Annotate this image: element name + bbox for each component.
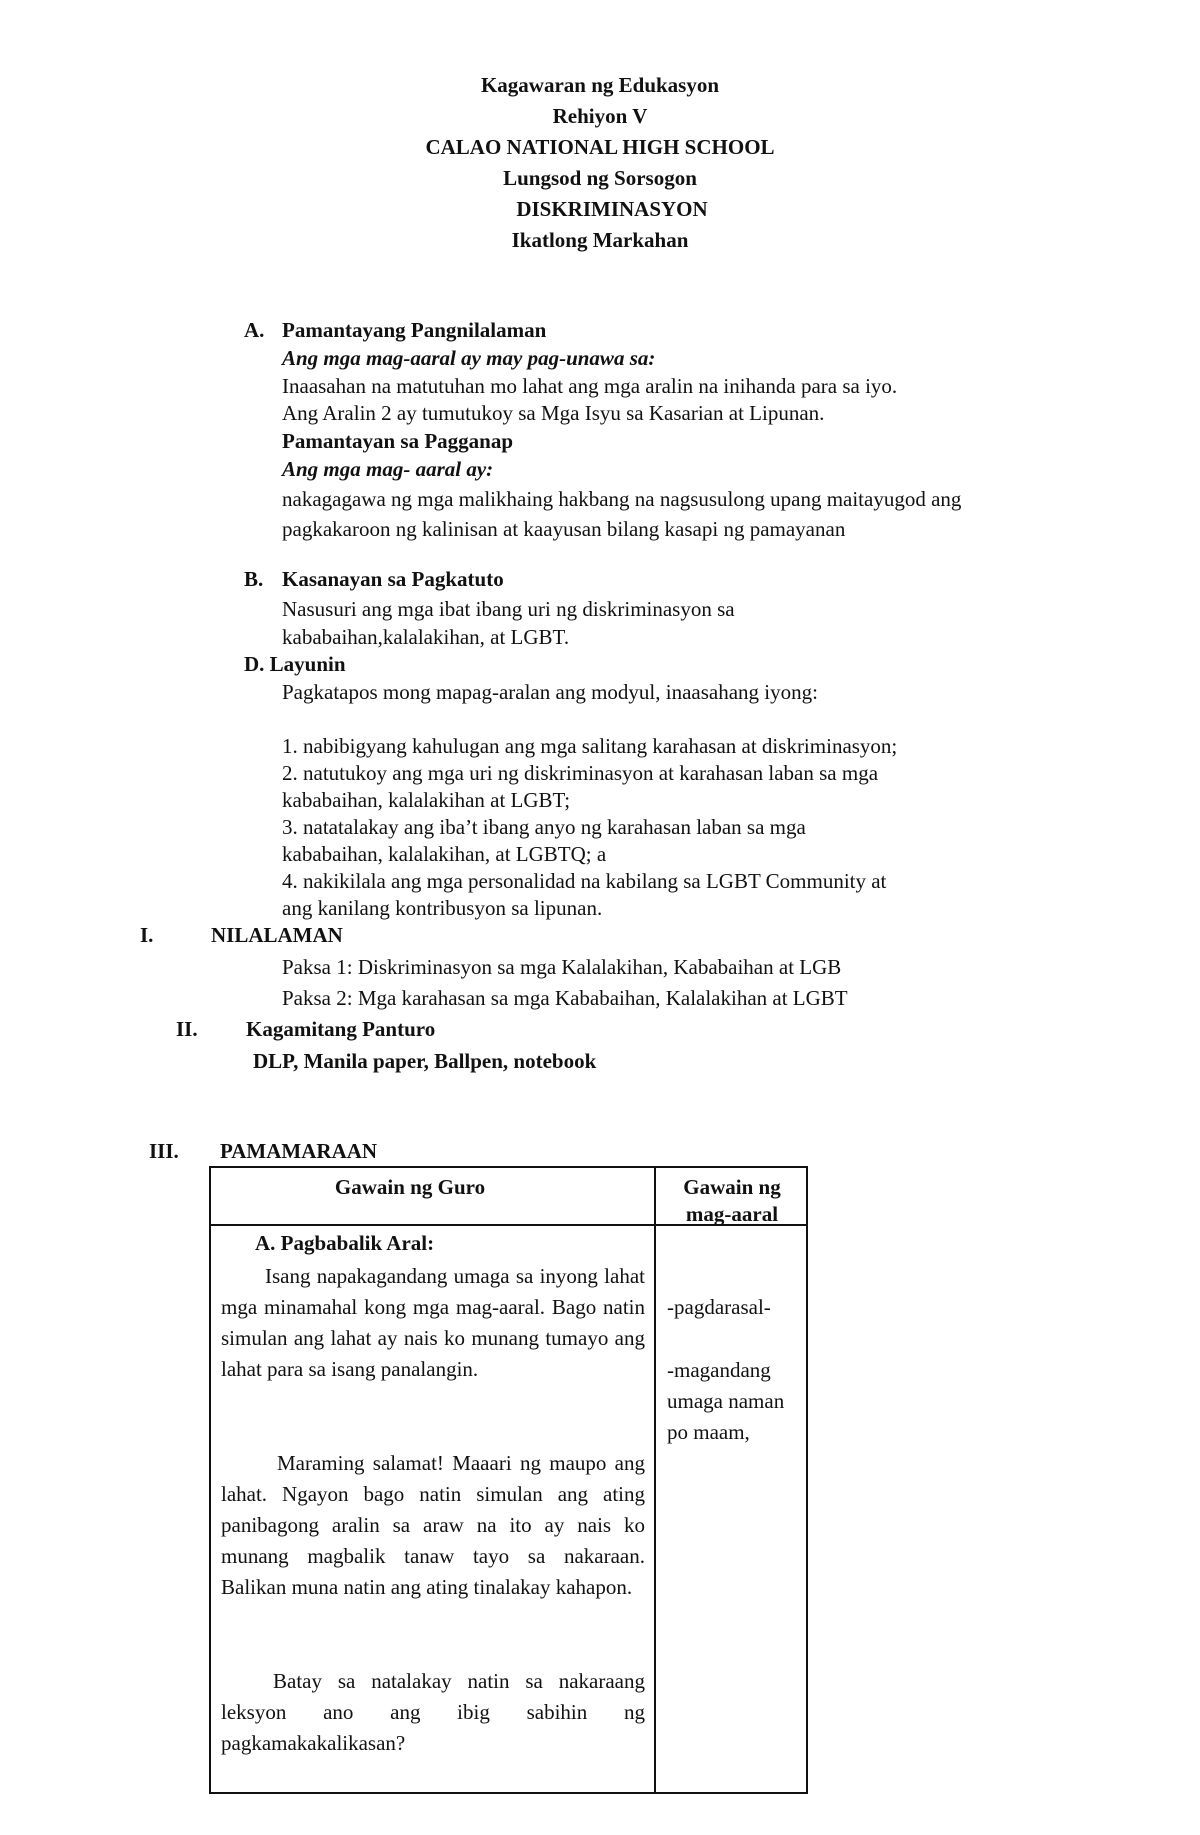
student-header-line2: mag-aaral — [685, 1202, 779, 1227]
section-a-title2: Pamantayan sa Pagganap — [282, 429, 514, 453]
section-a-text1: Inaasahan na matutuhan mo lahat ang mga aralin na inihanda para sa iyo. — [282, 374, 898, 398]
procedure-table — [209, 1166, 808, 1794]
city-name: Lungsod ng Sorsogon — [503, 166, 697, 190]
section-a-letter: A. — [244, 318, 265, 342]
column-divider — [654, 1168, 656, 1792]
student-response: -pagdarasal- — [667, 1295, 771, 1319]
objective-item: 4. nakikilala ang mga personalidad na kabilang sa LGBT Community at — [282, 869, 887, 893]
section-i-title: NILALAMAN — [211, 923, 343, 947]
paksa-2: Paksa 2: Mga karahasan sa mga Kababaihan, Kalalakihan at LGBT — [282, 986, 848, 1010]
objective-item: kababaihan, kalalakihan, at LGBTQ; a — [282, 842, 607, 866]
section-i-num: I. — [140, 923, 154, 947]
section-iii-title: PAMAMARAAN — [220, 1139, 378, 1163]
quarter-title: Ikatlong Markahan — [511, 228, 689, 252]
section-a-sub: Ang mga mag-aaral ay may pag-unawa sa: — [282, 346, 656, 370]
objective-item: 1. nabibigyang kahulugan ang mga salitang karahasan at diskriminasyon; — [282, 734, 898, 758]
pagbabalik-aral-title: A. Pagbabalik Aral: — [255, 1231, 435, 1255]
topic-title: DISKRIMINASYON — [516, 197, 708, 221]
section-ii-num: II. — [176, 1017, 198, 1041]
student-header-line1: Gawain ng — [683, 1175, 781, 1199]
objective-item: 2. natutukoy ang mga uri ng diskriminasyon at karahasan laban sa mga — [282, 761, 879, 785]
school-name: CALAO NATIONAL HIGH SCHOOL — [425, 135, 775, 159]
section-a-sub2: Ang mga mag- aaral ay: — [282, 457, 494, 481]
section-a-text3: nakagagawa ng mga malikhaing hakbang na nagsusulong upang maitayugod ang — [282, 487, 962, 511]
student-response: -magandang umaga naman po maam, — [667, 1358, 785, 1444]
section-iii-num: III. — [149, 1139, 179, 1163]
materials-list: DLP, Manila paper, Ballpen, notebook — [253, 1049, 597, 1073]
teacher-paragraph: Batay sa natalakay natin sa nakaraang leksyon ano ang ibig sabihin ng pagkamakakalikasan? — [221, 1669, 645, 1755]
section-ii-title: Kagamitang Panturo — [246, 1017, 436, 1041]
region-title: Rehiyon V — [552, 104, 648, 128]
teacher-column-header: Gawain ng Guro — [334, 1175, 486, 1199]
dept-title: Kagawaran ng Edukasyon — [480, 73, 720, 97]
section-b-text1: Nasusuri ang mga ibat ibang uri ng diskriminasyon sa — [282, 597, 735, 621]
section-a-text2: Ang Aralin 2 ay tumutukoy sa Mga Isyu sa Kasarian at Lipunan. — [282, 401, 825, 425]
section-b-letter: B. — [244, 567, 264, 591]
teacher-paragraph: Isang napakagandang umaga sa inyong lahat mga minamahal kong mga mag-aaral. Bago natin simulan ang lahat ay nais ko munang tumayo ang lahat para sa isang panalangin. — [221, 1264, 645, 1381]
objective-item: ang kanilang kontribusyon sa lipunan. — [282, 896, 603, 920]
objective-item: kababaihan, kalalakihan at LGBT; — [282, 788, 571, 812]
objective-item: 3. natatalakay ang iba’t ibang anyo ng karahasan laban sa mga — [282, 815, 806, 839]
section-d-title: D. Layunin — [244, 652, 346, 676]
teacher-paragraph: Maraming salamat! Maaari ng maupo ang lahat. Ngayon bago natin simulan ang ating panibagong aralin sa araw na ito ay nais ko munang magbalik tanaw tayo sa nakaraan. Balikan muna natin ang ating tinalakay kahapon. — [221, 1451, 645, 1599]
section-d-intro: Pagkatapos mong mapag-aralan ang modyul, inaasahang iyong: — [282, 680, 818, 704]
student-column-header — [656, 1174, 808, 1229]
paksa-1: Paksa 1: Diskriminasyon sa mga Kalalakihan, Kababaihan at LGB — [282, 955, 842, 979]
section-b-title: Kasanayan sa Pagkatuto — [282, 567, 504, 591]
section-b-text2: kababaihan,kalalakihan, at LGBT. — [282, 625, 570, 649]
section-a-title: Pamantayang Pangnilalaman — [282, 318, 547, 342]
section-a-text4: pagkakaroon ng kalinisan at kaayusan bilang kasapi ng pamayanan — [282, 517, 846, 541]
